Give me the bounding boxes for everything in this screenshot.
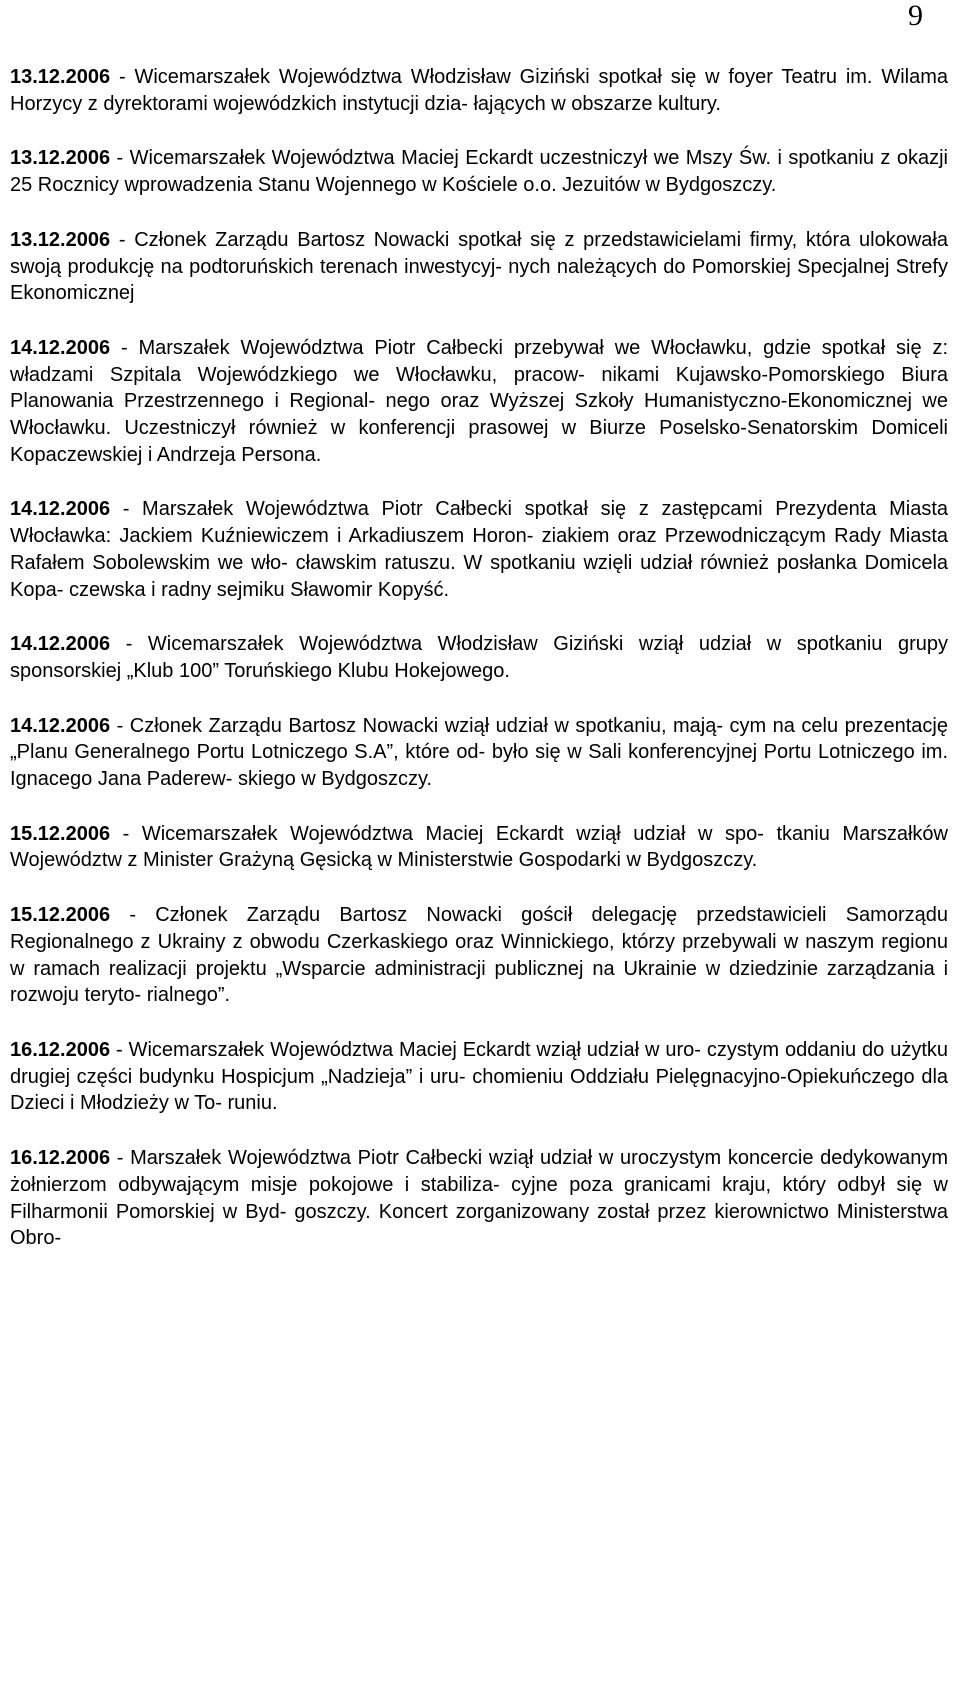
- entry-text-line: - Wicemarszałek Województwa Maciej Eckardt wziął udział w spo-: [110, 822, 764, 845]
- entry-date: 14.12.2006: [10, 498, 111, 521]
- entry-text-line: Domiceli Kopaczewskiej i Andrzeja Persona.: [10, 417, 948, 466]
- entry-paragraph: [10, 631, 948, 684]
- news-entry: [10, 1145, 948, 1252]
- entry-date: 14.12.2006: [10, 633, 111, 656]
- entry-text-line: czystym oddaniu do użytku drugiej części budynku Hospicjum „Nadzieja” i uru-: [10, 1038, 948, 1088]
- entry-text-line: goszczy. Koncert zorganizowany został przez kierownictwo Ministerstwa Obro-: [10, 1200, 948, 1250]
- entry-date: 15.12.2006: [10, 822, 111, 845]
- entry-text-line: firmy, która ulokowała swoją produkcję na podtoruńskich terenach inwestycyj-: [10, 228, 948, 278]
- entry-text-line: - Marszałek Województwa Piotr Całbecki spotkał się z zastępcami: [110, 498, 763, 521]
- entry-text-line: w spotkaniu grupy sponsorskiej „Klub 100” Toruńskiego Klubu Hokejowego.: [10, 633, 949, 682]
- news-entry: [10, 145, 948, 198]
- entry-text-line: Prezydenta Miasta Włocławka: Jackiem Kuźniewiczem i Arkadiuszem Horon-: [10, 498, 949, 548]
- entry-text-line: łających w obszarze kultury.: [473, 92, 721, 115]
- entry-text-line: Gospodarki w Bydgoszczy.: [518, 849, 758, 872]
- entry-paragraph: [10, 821, 948, 874]
- entry-date: 16.12.2006: [10, 1038, 111, 1061]
- entry-paragraph: [10, 335, 948, 469]
- entry-date: 13.12.2006: [10, 66, 111, 88]
- page-number: 9: [908, 0, 923, 32]
- entry-text-line: tkaniu Marszałków Województw z Minister Grażyną Gęsicką w Ministerstwie: [10, 822, 948, 872]
- entry-text-line: - Marszałek Województwa Piotr Całbecki wziął udział w uroczystym: [110, 1147, 722, 1170]
- news-entry: [10, 64, 948, 117]
- entry-paragraph: [10, 902, 948, 1009]
- entry-paragraph: [10, 713, 948, 793]
- entry-text-line: - Wicemarszałek Województwa Maciej Eckardt wziął udział w uro-: [110, 1038, 701, 1061]
- entry-text-line: cym na celu prezentację „Planu Generalnego Portu Lotniczego S.A”, które od-: [10, 714, 948, 764]
- entry-text-line: - Wicemarszałek Województwa Maciej Eckardt uczestniczył: [110, 147, 648, 170]
- entry-text-line: rialnego”.: [146, 984, 231, 1007]
- entry-text-line: nego oraz Wyższej Szkoły Humanistyczno-Ekonomicznej we Włocławku.: [10, 390, 948, 440]
- entry-text-line: koncercie dedykowanym żołnierzom odbywającym misje pokojowe i stabiliza-: [10, 1147, 948, 1196]
- entry-text-line: skiego w Bydgoszczy.: [237, 768, 433, 791]
- entry-text-line: było się w Sali konferencyjnej Portu Lotniczego im. Ignacego Jana Paderew-: [10, 741, 948, 791]
- entry-date: 15.12.2006: [10, 904, 111, 927]
- entry-date: 14.12.2006: [10, 336, 111, 359]
- entry-paragraph: [10, 496, 948, 603]
- entry-text-line: - Członek Zarządu Bartosz Nowacki spotkał się z przedstawicielami: [110, 228, 742, 251]
- entry-text-line: ziakiem oraz Przewodniczącym Rady Miasta Rafałem Sobolewskim we wło-: [10, 525, 948, 574]
- entry-text-line: którzy przebywali w naszym regionu w ramach realizacji projektu „Wsparcie: [10, 930, 948, 980]
- news-entry: [10, 496, 948, 603]
- entry-text-line: czewska i radny sejmiku Sławomir Kopyść.: [68, 578, 450, 601]
- entry-paragraph: [10, 1145, 948, 1252]
- news-entry: [10, 227, 948, 307]
- news-entry: [10, 1037, 948, 1117]
- news-entry: [10, 631, 948, 684]
- entry-text-line: runiu.: [227, 1092, 278, 1115]
- entry-text-line: nikami Kujawsko-Pomorskiego Biura Planowania Przestrzennego i Regional-: [10, 363, 948, 413]
- entry-text-line: cławskim ratuszu. W spotkaniu wzięli udział również posłanka Domicela Kopa-: [10, 551, 949, 601]
- entry-text-line: Samorządu Regionalnego z Ukrainy z obwodu Czerkaskiego oraz Winnickiego,: [10, 904, 948, 953]
- news-entry: [10, 902, 948, 1009]
- news-entry: [10, 821, 948, 874]
- entry-paragraph: [10, 227, 948, 307]
- entry-text-line: w Kościele o.o. Jezuitów w Bydgoszczy.: [422, 174, 777, 197]
- document-body: [10, 64, 948, 1280]
- entry-text-line: w foyer Teatru im. Wilama Horzycy z dyrektorami wojewódzkich instytucji dzia-: [10, 66, 948, 115]
- entry-text-line: administracji publicznej na Ukrainie w dziedzinie zarządzania i rozwoju teryto-: [10, 957, 949, 1007]
- entry-paragraph: [10, 1037, 948, 1117]
- entry-text-line: we Mszy Św. i spotkaniu z okazji 25 Rocznicy wprowadzenia Stanu Wojennego: [10, 147, 948, 197]
- entry-text-line: nych należących do Pomorskiej Specjalnej Strefy Ekonomicznej: [10, 255, 948, 305]
- entry-date: 14.12.2006: [10, 714, 111, 737]
- entry-text-line: - Członek Zarządu Bartosz Nowacki gościł delegację przedstawicieli: [110, 904, 827, 927]
- entry-paragraph: [10, 145, 948, 198]
- entry-date: 13.12.2006: [10, 228, 111, 251]
- entry-date: 13.12.2006: [10, 147, 111, 170]
- entry-text-line: chomieniu Oddziału Pielęgnacyjno-Opiekuńczego dla Dzieci i Młodzieży w To-: [10, 1065, 949, 1115]
- entry-text-line: gdzie spotkał się z: władzami Szpitala Wojewódzkiego we Włocławku, pracow-: [10, 336, 948, 386]
- entry-date: 16.12.2006: [10, 1147, 111, 1170]
- entry-text-line: - Wicemarszałek Województwa Włodzisław Giziński wziął udział: [110, 633, 752, 656]
- news-entry: [10, 335, 948, 469]
- entry-text-line: - Marszałek Województwa Piotr Całbecki przebywał we Włocławku,: [110, 336, 753, 359]
- entry-text-line: - Członek Zarządu Bartosz Nowacki wziął udział w spotkaniu, mają-: [110, 714, 724, 737]
- entry-text-line: cyjne poza granicami kraju, który odbył się w Filharmonii Pomorskiej w Byd-: [10, 1173, 948, 1223]
- news-entry: [10, 713, 948, 793]
- entry-text-line: Uczestniczył również w konferencji prasowej w Biurze Poselsko-Senatorskim: [124, 417, 859, 440]
- entry-text-line: - Wicemarszałek Województwa Włodzisław Giziński spotkał się: [110, 66, 697, 88]
- entry-paragraph: [10, 64, 948, 117]
